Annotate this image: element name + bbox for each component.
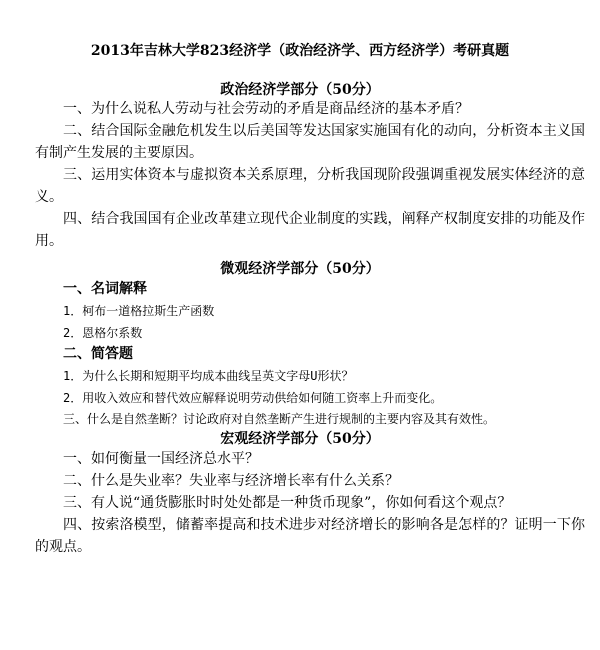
macro-question-2: 二、什么是失业率？失业率与经济增长率有什么关系？ bbox=[63, 473, 399, 489]
micro-section-short-answer: 二、简答题 bbox=[63, 346, 133, 362]
macro-question-3: 三、有人说“通货膨胀时时处处都是一种货币现象”，你如何看这个观点？ bbox=[63, 495, 512, 511]
macro-question-4: 四、按索洛模型，储蓄率提高和技术进步对经济增长的影响各是怎样的？证明一下你的观点。 bbox=[35, 517, 585, 555]
micro-term-1: 1．柯布一道格拉斯生产函数 bbox=[63, 304, 215, 318]
political-question-1: 一、为什么说私人劳动与社会劳动的矛盾是商品经济的基本矛盾？ bbox=[63, 101, 469, 117]
political-question-4: 四、结合我国国有企业改革建立现代企业制度的实践，阐释产权制度安排的功能及作用。 bbox=[35, 211, 585, 249]
macro-question-1: 一、如何衡量一国经济总水平？ bbox=[63, 451, 259, 467]
micro-question-3: 三、什么是自然垄断？讨论政府对自然垄断产生进行规制的主要内容及其有效性。 bbox=[63, 412, 496, 426]
macroeconomics-heading: 宏观经济学部分（50分） bbox=[220, 431, 380, 447]
political-question-3: 三、运用实体资本与虚拟资本关系原理，分析我国现阶段强调重视发展实体经济的意义。 bbox=[35, 167, 585, 205]
document-title: 2013年吉林大学823经济学（政治经济学、西方经济学）考研真题 bbox=[90, 43, 510, 59]
micro-short-answer-2: 2．用收入效应和替代效应解释说明劳动供给如何随工资率上升而变化。 bbox=[63, 391, 443, 405]
political-question-2: 二、结合国际金融危机发生以后美国等发达国家实施国有化的动向，分析资本主义国有制产生发展的主要原因。 bbox=[35, 123, 585, 161]
microeconomics-heading: 微观经济学部分（50分） bbox=[220, 261, 380, 277]
micro-term-2: 2．恩格尔系数 bbox=[63, 326, 143, 340]
micro-short-answer-1: 1．为什么长期和短期平均成本曲线呈英文字母U形状？ bbox=[63, 369, 354, 383]
micro-section-terms: 一、名词解释 bbox=[63, 281, 147, 297]
political-economy-heading: 政治经济学部分（50分） bbox=[220, 82, 380, 98]
